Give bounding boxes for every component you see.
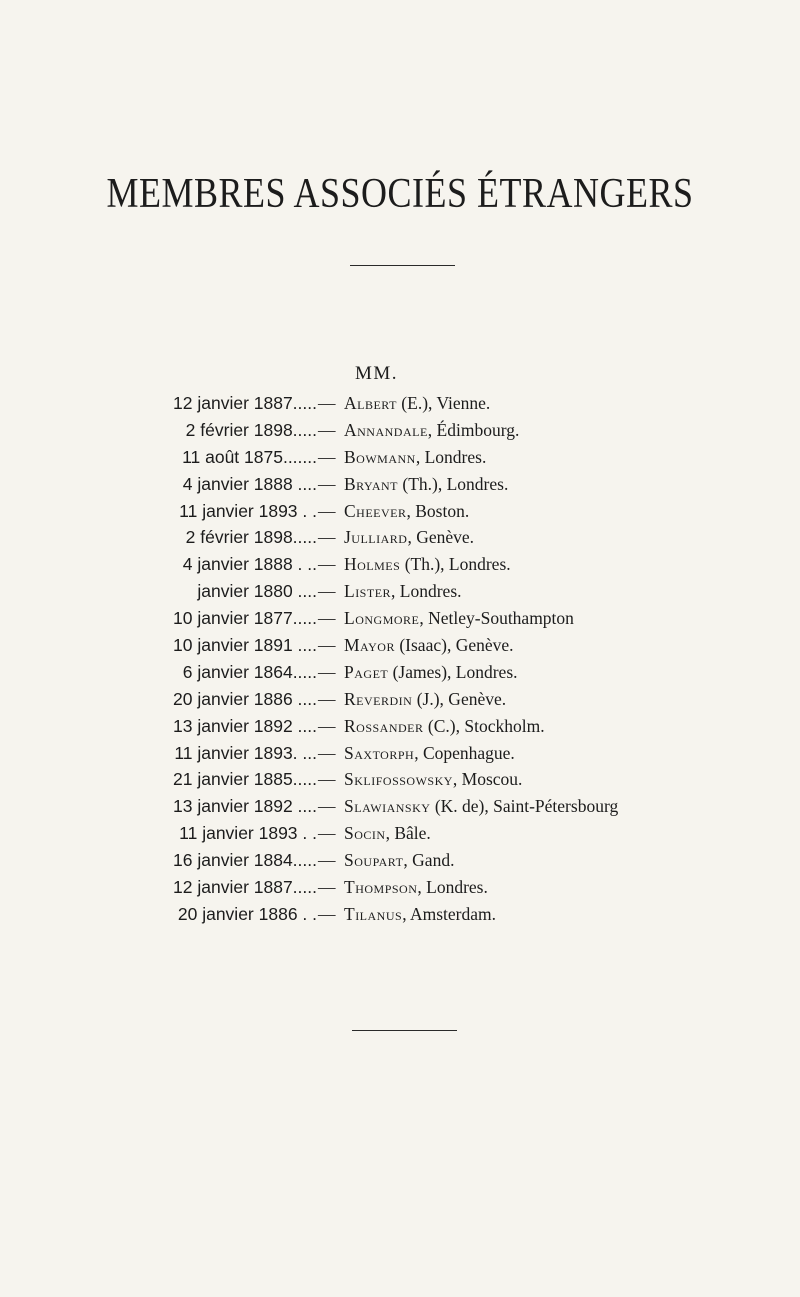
dash-separator: —: [318, 608, 336, 629]
dash-separator: —: [318, 527, 336, 548]
member-row: [0, 713, 800, 740]
member-election-date: 11 janvier 1893 . .: [179, 823, 317, 844]
footer-divider: [352, 1030, 457, 1031]
dash-separator: —: [318, 796, 336, 817]
member-detail: , Copenhague.: [414, 742, 515, 763]
member-surname: Lister: [344, 581, 392, 602]
dash-separator: —: [318, 715, 336, 736]
member-entry: [344, 740, 515, 767]
member-surname: Albert: [344, 393, 397, 413]
member-election-date: 10 janvier 1877.....: [173, 608, 317, 629]
dash-separator: —: [318, 661, 336, 682]
dash-separator: —: [318, 742, 336, 763]
member-election-date: 11 janvier 1893 . .: [179, 500, 317, 521]
member-election-date: 16 janvier 1884.....: [173, 850, 317, 871]
member-election-date: 6 janvier 1864.....: [182, 661, 317, 682]
dash-separator: —: [318, 769, 336, 790]
member-election-date: 21 janvier 1885.....: [173, 769, 317, 790]
member-entry: [344, 605, 574, 632]
member-surname: Annandale: [344, 419, 428, 440]
member-entry: [344, 498, 469, 525]
dash-separator: —: [318, 903, 336, 924]
member-election-date: 4 janvier 1888 . ..: [182, 554, 317, 575]
member-detail: (C.), Stockholm.: [423, 715, 545, 736]
member-row: [0, 901, 800, 928]
member-entry: [344, 390, 490, 417]
member-detail: (E.), Vienne.: [396, 393, 491, 413]
member-surname: Tilanus: [344, 903, 403, 924]
member-election-date: 11 août 1875.......: [182, 446, 317, 467]
member-surname: Mayor: [344, 635, 395, 656]
member-election-date: 13 janvier 1892 ....: [173, 796, 317, 817]
member-row: [0, 444, 800, 471]
member-detail: , Londres.: [415, 446, 487, 467]
member-detail: (K. de), Saint-Pétersbourg: [430, 796, 619, 817]
member-entry: [344, 847, 454, 874]
page-title: MEMBRES ASSOCIÉS ÉTRANGERS: [106, 169, 694, 217]
member-entry: [344, 686, 506, 713]
dash-separator: —: [318, 419, 336, 440]
member-election-date: 20 janvier 1886 . .: [177, 903, 317, 924]
member-entry: [344, 820, 431, 847]
member-election-date: 2 février 1898.....: [185, 527, 317, 548]
member-election-date: 12 janvier 1887.....: [173, 877, 317, 898]
member-election-date: 12 janvier 1887.....: [173, 393, 317, 413]
member-entry: [344, 471, 508, 498]
member-row: [0, 578, 800, 605]
member-surname: Saxtorph: [344, 742, 415, 763]
dash-separator: —: [318, 500, 336, 521]
member-surname: Thompson: [344, 877, 418, 898]
member-entry: [344, 901, 496, 928]
member-row: [0, 659, 800, 686]
member-entry: [344, 444, 486, 471]
member-surname: Holmes: [344, 554, 401, 575]
member-surname: Sklifossowsky: [344, 769, 453, 790]
member-row: [0, 551, 800, 578]
member-surname: Longmore: [344, 608, 420, 629]
member-surname: Bowmann: [344, 446, 416, 467]
member-entry: [344, 713, 545, 740]
member-detail: (J.), Genève.: [412, 688, 507, 709]
member-entry: [344, 632, 514, 659]
member-surname: Rossander: [344, 715, 424, 736]
dash-separator: —: [318, 823, 336, 844]
member-row: [0, 793, 800, 820]
dash-separator: —: [318, 581, 336, 602]
member-surname: Bryant: [344, 473, 399, 494]
member-surname: Socin: [344, 823, 386, 844]
member-detail: , Gand.: [403, 850, 455, 871]
member-detail: , Édimbourg.: [427, 419, 520, 440]
member-election-date: 13 janvier 1892 ....: [173, 715, 317, 736]
member-surname: Paget: [344, 661, 389, 682]
member-entry: [344, 659, 518, 686]
member-row: [0, 820, 800, 847]
member-entry: [344, 551, 511, 578]
member-entry: [344, 578, 462, 605]
member-row: [0, 471, 800, 498]
member-row: [0, 605, 800, 632]
member-entry: [344, 874, 488, 901]
dash-separator: —: [318, 446, 336, 467]
member-row: [0, 874, 800, 901]
member-detail: , Boston.: [406, 500, 470, 521]
member-row: [0, 766, 800, 793]
dash-separator: —: [318, 688, 336, 709]
member-election-date: 10 janvier 1891 ....: [173, 635, 317, 656]
member-row: [0, 390, 800, 417]
dash-separator: —: [318, 473, 336, 494]
dash-separator: —: [318, 850, 336, 871]
member-list: [0, 390, 800, 928]
member-surname: Cheever: [344, 500, 407, 521]
member-detail: , Londres.: [391, 581, 462, 602]
member-row: [0, 740, 800, 767]
member-detail: , Londres.: [417, 877, 488, 898]
member-detail: , Amsterdam.: [402, 903, 497, 924]
member-surname: Slawiansky: [344, 796, 431, 817]
member-row: [0, 524, 800, 551]
member-election-date: janvier 1880 ....: [197, 581, 317, 602]
title-divider: [350, 265, 455, 266]
member-detail: (James), Londres.: [388, 661, 518, 682]
member-surname: Reverdin: [344, 688, 413, 709]
member-detail: , Netley-Southampton: [419, 608, 574, 629]
member-entry: [344, 417, 519, 444]
member-entry: [344, 524, 474, 551]
dash-separator: —: [318, 877, 336, 898]
member-entry: [344, 766, 522, 793]
dash-separator: —: [318, 554, 336, 575]
member-election-date: 4 janvier 1888 ....: [182, 473, 317, 494]
member-election-date: 11 janvier 1893. ...: [174, 742, 317, 763]
member-row: [0, 498, 800, 525]
member-election-date: 20 janvier 1886 ....: [173, 688, 317, 709]
member-entry: [344, 793, 618, 820]
member-detail: (Isaac), Genève.: [394, 635, 514, 656]
member-row: [0, 686, 800, 713]
member-row: [0, 632, 800, 659]
member-row: [0, 847, 800, 874]
member-detail: , Bâle.: [385, 823, 431, 844]
member-detail: (Th.), Londres.: [400, 554, 511, 575]
dash-separator: —: [318, 635, 336, 656]
member-row: [0, 417, 800, 444]
member-detail: (Th.), Londres.: [398, 473, 509, 494]
member-detail: , Moscou.: [452, 769, 523, 790]
member-surname: Soupart: [344, 850, 404, 871]
member-surname: Julliard: [344, 527, 408, 548]
dash-separator: —: [318, 393, 336, 413]
member-detail: , Genève.: [407, 527, 475, 548]
mm-label: MM.: [355, 363, 399, 384]
member-election-date: 2 février 1898.....: [185, 419, 317, 440]
